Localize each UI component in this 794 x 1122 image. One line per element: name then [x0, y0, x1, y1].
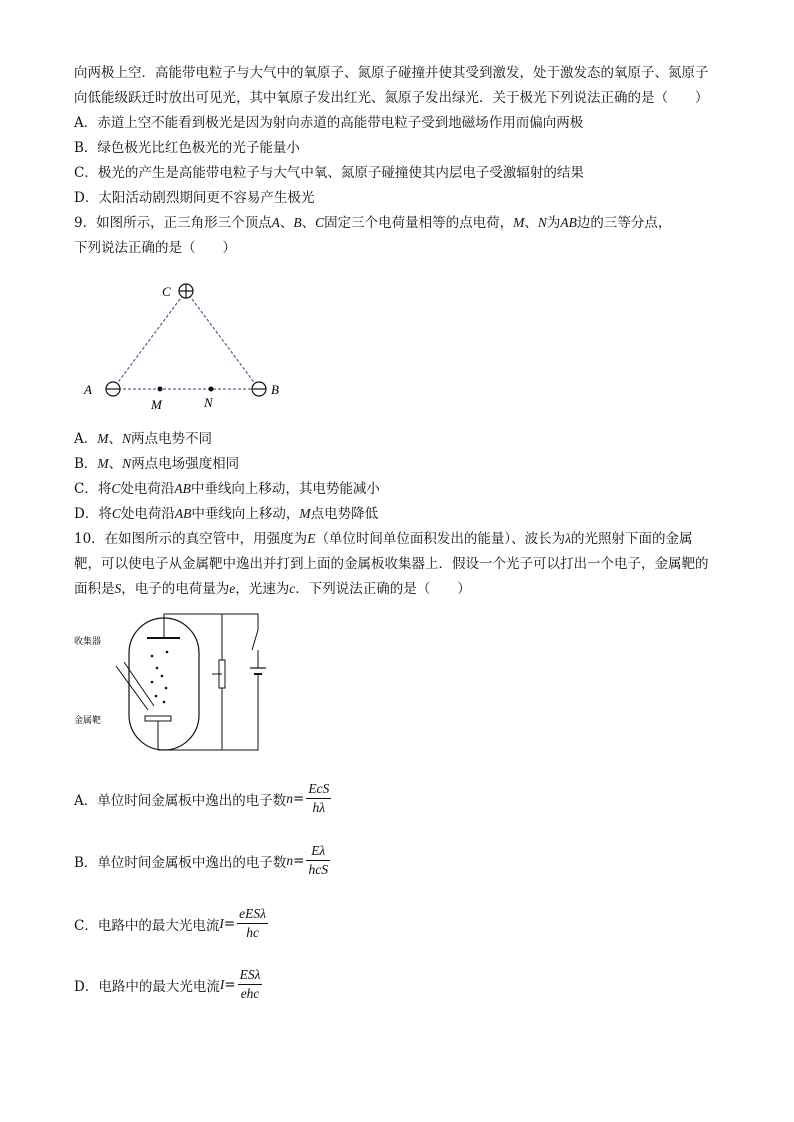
- point-m: [158, 387, 163, 392]
- q10-option-c: C．电路中的最大光电流 I = $\frac{\text{eESλ}}{hc}$: [74, 906, 266, 940]
- label-b: B: [271, 382, 279, 397]
- q8-text-line2: 向低能级跃迁时放出可见光，其中氧原子发出红光、氮原子发出绿光．关于极光下列说法正确的是（ ）: [74, 90, 709, 106]
- battery: [250, 668, 266, 674]
- q9-option-d: D．将C处电荷沿AB中垂线向上移动，M点电势降低: [74, 506, 379, 522]
- circuit-bottom-wire: [158, 674, 258, 750]
- q10-option-b: B．单位时间金属板中逸出的电子数 n = $\frac{E\lambda}{\text{hcS}}$: [74, 843, 328, 877]
- q10-vacuum-tube-diagram: [72, 610, 272, 760]
- q8-option-a: A．赤道上空不能看到极光是因为射向赤道的高能带电粒子受到地磁场作用而偏向两极: [74, 115, 584, 131]
- switch: [252, 630, 258, 650]
- positive-charge-c: [179, 284, 193, 298]
- label-a: A: [84, 382, 92, 397]
- q10-stem-line2: 靶，可以使电子从金属靶中逸出并打到上面的金属板收集器上．假设一个光子可以打出一个电子，金属靶的: [74, 556, 709, 572]
- collector-label: 收集器: [74, 636, 102, 646]
- q8-option-d: D．太阳活动剧烈期间更不容易产生极光: [74, 190, 315, 206]
- q10-option-d: D．电路中的最大光电流 I = $\frac{\text{ESλ}}{\text{ehc}}$: [74, 967, 261, 1001]
- formula-fraction: $\frac{\text{ESλ}}{\text{ehc}}$: [239, 967, 261, 1001]
- label-n: N: [204, 395, 213, 410]
- metal-target: [145, 716, 171, 721]
- circuit-right-wire: [222, 614, 258, 630]
- electron-dots: [151, 651, 169, 704]
- formula-fraction: $\frac{\text{eESλ}}{hc}$: [239, 906, 266, 940]
- target-label: 金属靶: [74, 715, 102, 725]
- formula-fraction: $\frac{\text{EcS}}{h\lambda}$: [308, 781, 330, 815]
- triangle-side-ac: [113, 291, 186, 389]
- q10-option-a: A．单位时间金属板中逸出的电子数 n = $\frac{\text{EcS}}{h\lambda}$: [74, 781, 330, 815]
- q10-stem-line3: 面积是S，电子的电荷量为e，光速为c．下列说法正确的是（ ）: [74, 581, 471, 597]
- triangle-side-bc: [186, 291, 259, 389]
- label-m: M: [151, 397, 162, 412]
- q9-option-c: C．将C处电荷沿AB中垂线向上移动，其电势能减小: [74, 481, 380, 497]
- label-c: C: [162, 284, 171, 299]
- q9-triangle-diagram: [76, 278, 296, 413]
- point-n: [209, 387, 214, 392]
- q8-option-b: B．绿色极光比红色极光的光子能量小: [74, 140, 300, 156]
- formula-fraction: $\frac{E\lambda}{\text{hcS}}$: [308, 843, 328, 877]
- q9-stem-line1: 9．如图所示，正三角形三个顶点A、B、C固定三个电荷量相等的点电荷，M、N为AB边的三等分点，: [74, 215, 672, 231]
- q10-stem-line1: 10．在如图所示的真空管中，用强度为E（单位时间单位面积发出的能量）、波长为λ的光照射下面的金属: [74, 531, 693, 547]
- q9-option-b: B．M、N两点电场强度相同: [74, 456, 240, 472]
- q9-stem-line2: 下列说法正确的是（ ）: [74, 240, 236, 256]
- light-rays: [116, 662, 154, 710]
- negative-charge-b: [252, 382, 266, 396]
- negative-charge-a: [106, 382, 120, 396]
- q9-option-a: A．M、N两点电势不同: [74, 431, 213, 447]
- q8-option-c: C．极光的产生是高能带电粒子与大气中氧、氮原子碰撞使其内层电子受激辐射的结果: [74, 165, 584, 181]
- q8-text-line1: 向两极上空．高能带电粒子与大气中的氧原子、氮原子碰撞并使其受到激发，处于激发态的氧原子、氮原子: [74, 65, 709, 81]
